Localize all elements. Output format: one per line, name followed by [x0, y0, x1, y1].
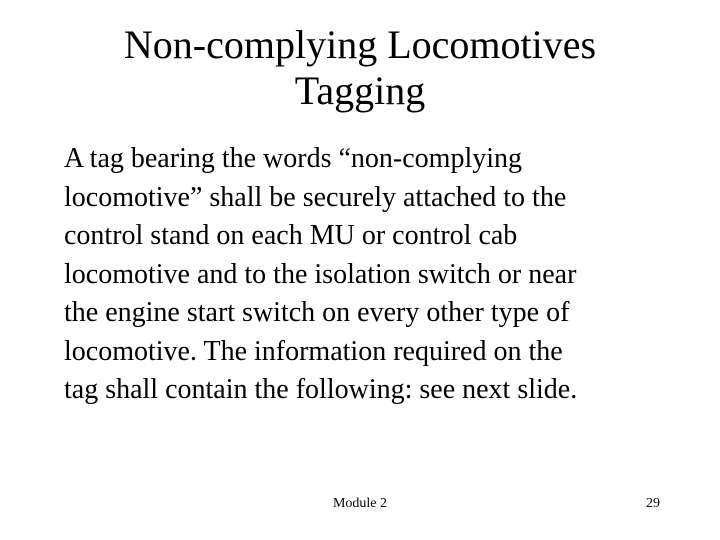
slide-body-text: [64, 140, 694, 410]
slide-title: [40, 22, 680, 114]
body-line: tag shall contain the following: see next slide.: [64, 374, 578, 405]
body-line: locomotive and to the isolation switch or near: [64, 258, 577, 290]
slide-title-line: Tagging: [294, 68, 426, 113]
body-line: locomotive” shall be securely attached to the: [64, 181, 567, 213]
body-line: A tag bearing the words “non-complying: [64, 143, 523, 174]
body-line: locomotive. The information required on the: [64, 335, 563, 367]
footer-module-label: Module 2: [332, 496, 388, 511]
footer-page-number: 29: [646, 496, 660, 511]
body-line: the engine start switch on every other type of: [64, 297, 570, 328]
slide-title-line: Non-complying Locomotives: [123, 22, 597, 67]
body-line: control stand on each MU or control cab: [64, 220, 518, 251]
